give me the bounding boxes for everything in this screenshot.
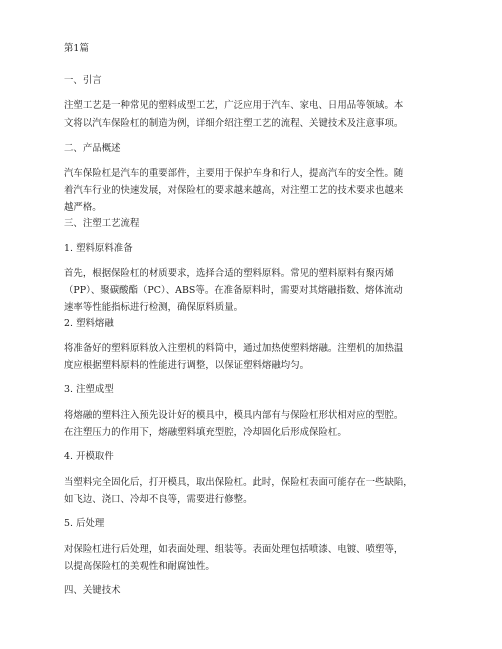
step-title-5: 5. 后处理 [64,518,105,529]
step-4-line-2: 如飞边、浇口、冷却不良等，需要进行修整。 [64,494,253,505]
overview-line-2: 着汽车行业的快速发展，对保险杠的要求越来越高，对注塑工艺的技术要求也越来 [64,185,404,196]
step-5-line-1: 对保险杠进行后处理，如表面处理、组装等。表面处理包括喷漆、电镀、喷塑等， [64,544,404,555]
step-3-line-1: 将熔融的塑料注入预先设计好的模具中，模具内部有与保险杠形状相对应的型腔。 [64,410,404,421]
step-title-4: 4. 开模取件 [64,451,114,462]
intro-line-2: 文将以汽车保险杠的制造为例，详细介绍注塑工艺的流程、关键技术及注意事项。 [64,118,404,129]
step-3-line-2: 在注塑压力的作用下，熔融塑料填充型腔，冷却固化后形成保险杠。 [64,427,347,438]
step-title-2: 2. 塑料熔融 [64,318,114,329]
overview-line-3: 越严格。 [64,202,102,213]
overview-line-1: 汽车保险杠是汽车的重要部件，主要用于保护车身和行人，提高汽车的安全性。随 [64,168,404,179]
step-2-line-2: 度应根据塑料原料的性能进行调整，以保证塑料熔融均匀。 [64,360,310,371]
step-1-line-2: （PP）、聚碳酸酯（PC）、ABS等。在准备原料时，需要对其熔融指数、熔体流动 [64,285,403,296]
step-1-line-1: 首先，根据保险杠的材质要求，选择合适的塑料原料。常见的塑料原料有聚丙烯 [64,268,394,279]
intro-line-1: 注塑工艺是一种常见的塑料成型工艺，广泛应用于汽车、家电、日用品等领域。本 [64,100,404,111]
step-1-line-3: 速率等性能指标进行检测，确保原料质量。 [64,302,244,313]
step-title-3: 3. 注塑成型 [64,384,114,395]
part-label: 第1篇 [64,43,89,54]
step-2-line-1: 将准备好的塑料原料放入注塑机的料筒中，通过加热使塑料熔融。注塑机的加热温 [64,343,404,354]
section-heading-overview: 二、产品概述 [64,143,121,154]
section-heading-process: 三、注塑工艺流程 [64,218,140,229]
step-title-1: 1. 塑料原料准备 [64,243,133,254]
step-4-line-1: 当塑料完全固化后，打开模具，取出保险杠。此时，保险杠表面可能存在一些缺陷， [64,477,413,488]
step-5-line-2: 以提高保险杠的美观性和耐腐蚀性。 [64,561,215,572]
section-heading-intro: 一、引言 [64,75,102,86]
section-heading-key-tech: 四、关键技术 [64,585,121,596]
